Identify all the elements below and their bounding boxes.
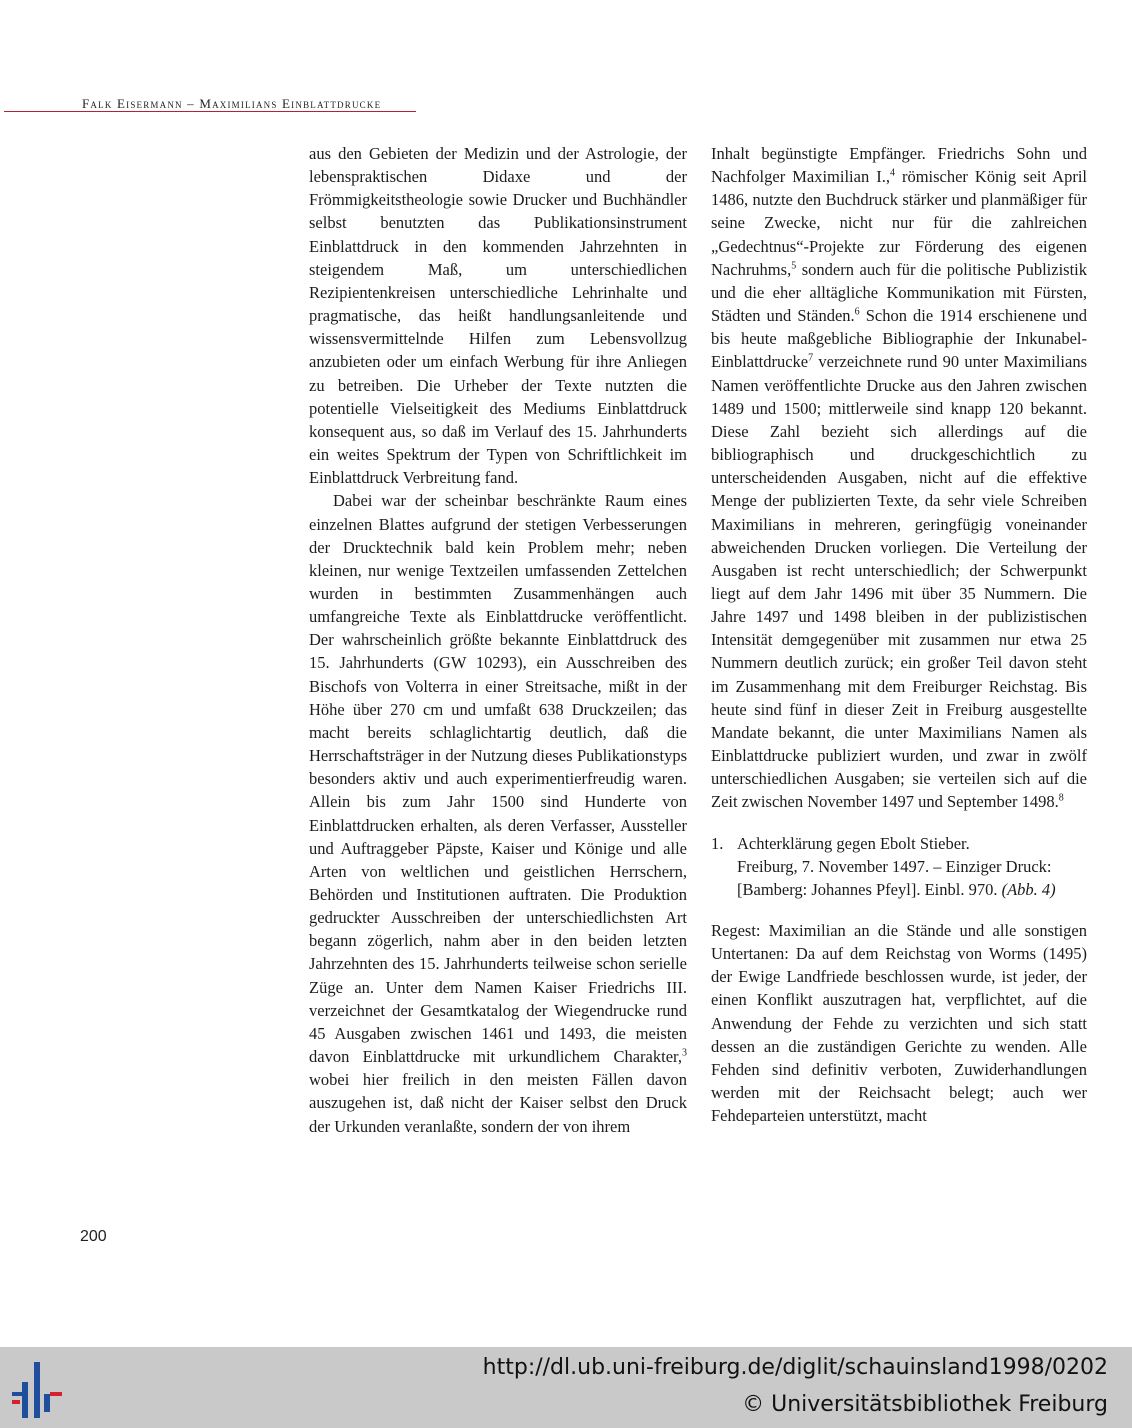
footnote-ref[interactable]: 6 (854, 306, 860, 318)
logo-mark (12, 1400, 20, 1404)
footnote-ref[interactable]: 3 (682, 1047, 687, 1059)
paragraph-text: wobei hier freilich in den meisten Fällen davon auszugehen ist, daß nicht der Kaiser selbst den Druck der Urkunden veranlaßte, sondern der von ihrem (309, 1070, 687, 1136)
paragraph (309, 489, 687, 1137)
page-number: 200 (80, 1228, 107, 1245)
paragraph (711, 142, 1087, 814)
paragraph-text: römischer König seit April 1486, nutzte den Buchdruck stärker und planmäßiger für seine Zwecke, nicht nur für die zahlreichen „Gedechtnus“-Projekte zur Förderung des eigenen Nachruhms, (711, 167, 1088, 279)
entry-number: 1. (711, 833, 724, 853)
paragraph: aus den Gebieten der Medizin und der Astrologie, der lebenspraktischen Didaxe und der Frömmigkeitstheologie sowie Drucker und Buchhändler selbst benutzten das Publikationsinstrument Einblattdruck in den kommenden Jahrzehnten in steigendem Maß, um unterschiedlichen Rezipientenkreisen unterschiedliche Lehrinhalte und pragmatische, das heißt handlungsanleitende und wissensvermittelnde Hilfen zum Lebensvollzug anzubieten oder um einfach Werbung für ihre Anliegen zu betreiben. Die Urheber der Texte nutzten die potentielle Vielseitigkeit des Mediums Einblattdruck konsequent aus, so daß im Verlauf des 15. Jahrhunderts ein weites Spektrum der Typen von Schriftlichkeit im Einblattdruck Verbreitung fand. (309, 144, 687, 488)
paragraph-text: verzeichnete rund 90 unter Maximilians Namen veröffentlichte Drucke aus den Jahren zwischen 1489 und 1500; mittlerweile sind knapp 120 bekannt. Diese Zahl bezieht sich allerdings auf die bibliographisch und druckgeschichtlich zu unterscheidenden Ausgaben, nicht auf die effektive Menge der publizierten Texte, da sehr viele Schreiben Maximilians in mehreren, geringfügig voneinander abweichenden Drucken vorliegen. Die Verteilung der Ausgaben ist recht unterschiedlich; der Schwerpunkt liegt auf dem Jahr 1496 mit über 35 Nummern. Die Jahre 1497 und 1498 bleiben in der publizistischen Intensität demgegenüber mit zusammen nur etwa 25 Nummern deutlich zurück; ein großer Teil davon steht im Zusammenhang mit dem Freiburger Reichstag. Bis heute sind fünf in dieser Zeit in Freiburg ausgestellte Mandate bekannt, die unter Maximilians Namen als Einblattdrucke publiziert wurden, und zwar in zwölf unterschiedlichen Ausgaben; sie verteilen sich auf die Zeit zwischen November 1497 und September 1498. (711, 352, 1087, 812)
right-text-column (711, 142, 1087, 1127)
logo-mark (50, 1392, 62, 1396)
copyright-notice: © Universitätsbibliothek Freiburg (742, 1392, 1108, 1417)
entry-details-text: Freiburg, 7. November 1497. – Einziger Druck: [Bamberg: Johannes Pfeyl]. Einbl. 970. (737, 856, 1052, 899)
footnote-ref[interactable]: 7 (808, 352, 814, 364)
figure-reference[interactable]: (Abb. 4) (1001, 879, 1056, 899)
catalog-entry (711, 832, 1087, 901)
entry-title: Achterklärung gegen Ebolt Stieber. (737, 833, 970, 853)
footnote-ref[interactable]: 8 (1058, 792, 1064, 804)
paragraph-text: Schon die 1914 erschienene und bis heute maßgebliche Bibliographie der Inkunabel-Einblattdrucke (711, 306, 1087, 372)
entry-details (711, 855, 1087, 901)
ub-freiburg-logo (8, 1360, 70, 1422)
regest-paragraph: Regest: Maximilian an die Stände und alle sonstigen Untertanen: Da auf dem Reichstag von Worms (1495) der Ewige Landfriede beschlossen wurde, ist jeder, der einen Konflikt auszutragen hat, verpflichtet, auf die Anwendung der Fehde zu verzichten und sich statt dessen an die zuständigen Gerichte zu wenden. Alle Fehden sind definitiv verboten, Zuwiderhandlungen werden mit der Reichsacht belegt; auch wer Fehdeparteien unterstützt, macht (711, 921, 1087, 1126)
logo-mark (34, 1362, 40, 1418)
logo-mark (22, 1382, 28, 1418)
logo-mark (44, 1394, 50, 1412)
left-text-column (309, 142, 687, 1138)
header-rule (4, 111, 416, 112)
footnote-ref[interactable]: 4 (889, 167, 895, 179)
running-head: Falk Eisermann – Maximilians Einblattdrucke (82, 96, 382, 111)
paragraph-text: Inhalt begünstigte Empfänger. Friedrichs Sohn und Nachfolger Maximilian I., (711, 144, 1087, 187)
source-url-link[interactable]: http://dl.ub.uni-freiburg.de/diglit/schauinsland1998/0202 (482, 1355, 1108, 1380)
footnote-ref[interactable]: 5 (791, 260, 797, 272)
paragraph-text: sondern auch für die politische Publizistik und die eher alltägliche Kommunikation mit Fürsten, Städten und Ständen. (711, 259, 1087, 326)
paragraph-text: Dabei war der scheinbar beschränkte Raum eines einzelnen Blattes aufgrund der stetigen Verbesserungen der Drucktechnik bald kein Problem mehr; neben kleinen, nur wenige Textzeilen umfassenden Zettelchen wurden in bestimmten Zusammenhängen auch umfangreiche Texte als Einblattdrucke veröffentlicht. Der wahrscheinlich größte bekannte Einblattdruck des 15. Jahrhunderts (GW 10293), ein Ausschreiben des Bischofs von Volterra in einer Streitsache, mißt in der Höhe über 270 cm und umfaßt 638 Druckzeilen; das macht bereits schlaglichtartig deutlich, daß die Herrschaftsträger in der Nutzung dieses Publikationstyps besonders aktiv und auch experimentierfreudig waren. Allein bis zum Jahr 1500 sind Hunderte von Einblattdrucken erhalten, als deren Verfasser, Aussteller und Auftraggeber Päpste, Kaiser und Könige und alle Arten von weltlichen und geistlichen Herrschern, Behörden und Institutionen auftraten. Die Produktion gedruckter Ausschreiben der unterschiedlichsten Art begann zögerlich, nahm aber in den beiden letzten Jahrzehnten des 15. Jahrhunderts teilweise schon serielle Züge an. Unter dem Namen Kaiser Friedrichs III. verzeichnet der Gesamtkatalog der Wiegendrucke rund 45 Ausgaben zwischen 1461 und 1493, die meisten davon Einblattdrucke mit urkundlichem Charakter, (309, 491, 687, 1067)
logo-mark (12, 1392, 22, 1396)
